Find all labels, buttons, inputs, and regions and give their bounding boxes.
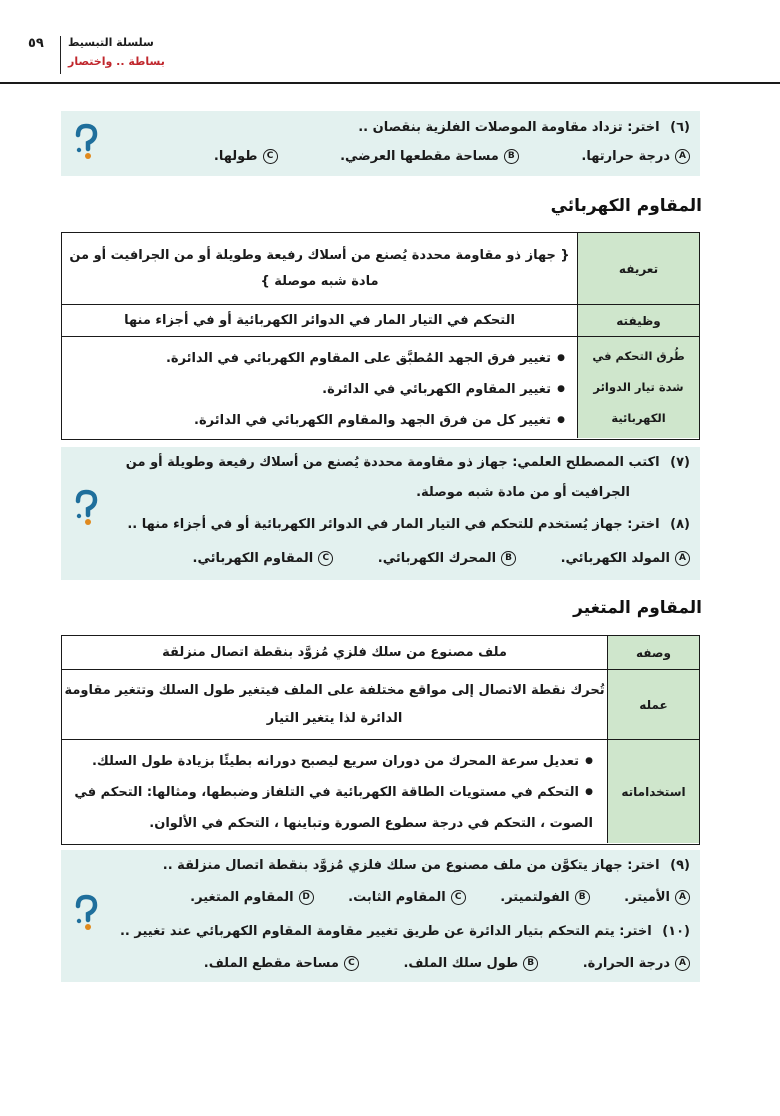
option-text: المحرك الكهربائي. — [377, 551, 497, 566]
q9-text: اختر: جهاز يتكوَّن من ملف مصنوع من سلك فلزي مُزوَّد بنقطة اتصال منزلقة .. — [162, 858, 660, 873]
question-icon — [71, 489, 101, 529]
q6-options — [214, 149, 690, 164]
option-text: طولها. — [213, 149, 258, 164]
q9-option-a[interactable] — [624, 890, 690, 905]
series-title-block — [68, 36, 165, 68]
option-letter-c: C — [263, 149, 278, 164]
option-letter-a: A — [675, 551, 690, 566]
q6-option-a[interactable] — [581, 149, 690, 164]
option-text: مساحة مقطع الملف. — [203, 956, 339, 971]
page-number: ٥٩ — [28, 36, 44, 51]
option-letter-c: C — [344, 956, 359, 971]
q10-option-c[interactable] — [204, 956, 359, 971]
table-row-operation — [62, 670, 699, 740]
label-line-2: شدة تيار الدوائر — [593, 380, 684, 394]
option-text: مساحة مقطعها العرضي. — [340, 149, 499, 164]
row-content-control-methods — [62, 337, 577, 438]
q6-number: (٦) — [670, 120, 690, 135]
option-letter-a: A — [675, 890, 690, 905]
q10-option-a[interactable] — [583, 956, 690, 971]
row-label-uses: استخداماته — [607, 740, 699, 843]
question-box-q9-q10 — [61, 850, 700, 982]
q8-options — [193, 551, 690, 566]
table-row-control-methods — [62, 337, 699, 438]
definition-line-1: { جهاز ذو مقاومة محددة يُصنع من أسلاك رفيعة وطويلة أو من الجرافيت أو من — [69, 247, 570, 263]
q9-option-d[interactable] — [190, 890, 313, 905]
option-text: المقاوم الكهربائي. — [192, 551, 314, 566]
q6-option-c[interactable] — [214, 149, 278, 164]
option-text: الأميتر. — [624, 890, 670, 905]
q8-option-c[interactable] — [193, 551, 334, 566]
q6-text: اختر: تزداد مقاومة الموصلات الفلزية بنقصان .. — [358, 120, 660, 135]
label-line-3: الكهربائية — [611, 411, 666, 425]
option-text: درجة حرارتها. — [581, 149, 670, 164]
question-icon — [71, 123, 101, 163]
q7-line-2: الجرافيت أو من مادة شبه موصلة. — [416, 485, 630, 500]
variable-resistor-table — [61, 635, 700, 845]
row-content-uses — [62, 740, 607, 843]
operation-line-2: الدائرة لذا يتغير التيار — [266, 710, 403, 726]
question-box-q7-q8 — [61, 447, 700, 580]
bullet-item: ● تغيير فرق الجهد المُطبَّق على المقاوم الكهربائي في الدائرة. — [62, 343, 565, 374]
table-row-description — [62, 636, 699, 670]
row-label-description: وصفه — [607, 636, 699, 669]
option-text: المولد الكهربائي. — [560, 551, 670, 566]
option-letter-b: B — [501, 551, 516, 566]
section-title-resistor: المقاوم الكهربائي — [550, 196, 702, 216]
option-letter-a: A — [675, 149, 690, 164]
q8-prompt — [127, 517, 690, 532]
question-box-q6 — [61, 111, 700, 176]
q10-option-b[interactable] — [403, 956, 538, 971]
row-content-function — [62, 305, 577, 336]
question-icon — [71, 894, 101, 934]
row-content-description — [62, 636, 607, 669]
q6-option-b[interactable] — [340, 149, 519, 164]
q10-prompt — [120, 924, 690, 939]
q9-number: (٩) — [670, 858, 690, 873]
series-subtitle: بساطة .. واختصار — [68, 55, 165, 68]
option-letter-b: B — [575, 890, 590, 905]
q9-options — [190, 890, 690, 905]
q10-number: (١٠) — [662, 924, 690, 939]
bullet-continuation: الصوت ، التحكم في درجة سطوع الصورة وتباينها ، التحكم في الألوان. — [149, 816, 593, 831]
operation-line-1: تُحرك نقطة الاتصال إلى مواقع مختلفة على الملف فيتغير طول السلك وتتغير مقاومة — [64, 682, 605, 698]
option-text: طول سلك الملف. — [403, 956, 519, 971]
resistor-table — [61, 232, 700, 440]
option-text: المقاوم المتغير. — [190, 890, 294, 905]
function-text: التحكم في التيار المار في الدوائر الكهربائية أو في أجزاء منها — [124, 313, 515, 328]
q7-line-1 — [126, 455, 690, 470]
row-label-control-methods — [577, 337, 699, 438]
row-label-function: وظيفته — [577, 305, 699, 336]
q7-text: اكتب المصطلح العلمي: جهاز ذو مقاومة محددة يُصنع من أسلاك رفيعة وطويلة أو من — [125, 455, 660, 470]
option-text: الفولتميتر. — [500, 890, 570, 905]
table-row-function — [62, 305, 699, 337]
option-letter-d: D — [299, 890, 314, 905]
q9-prompt — [163, 858, 690, 873]
option-letter-b: B — [523, 956, 538, 971]
option-letter-a: A — [675, 956, 690, 971]
option-letter-c: C — [318, 551, 333, 566]
q7-number: (٧) — [670, 455, 690, 470]
q6-prompt — [358, 120, 690, 135]
q8-option-b[interactable] — [378, 551, 516, 566]
q9-option-c[interactable] — [348, 890, 466, 905]
series-title: سلسلة التبسيط — [68, 36, 154, 49]
header-rule — [0, 82, 780, 84]
q10-options — [204, 956, 690, 971]
option-text: درجة الحرارة. — [582, 956, 670, 971]
q10-text: اختر: يتم التحكم بتيار الدائرة عن طريق تغيير مقاومة المقاوم الكهربائي عند تغيير .. — [119, 924, 652, 939]
row-content-operation — [62, 670, 607, 739]
option-letter-c: C — [451, 890, 466, 905]
section-title-variable-resistor: المقاوم المتغير — [573, 598, 702, 618]
bullet-item: ● تعديل سرعة المحرك من دوران سريع ليصبح دورانه بطيئًا بزيادة طول السلك. — [62, 746, 593, 777]
table-row-uses — [62, 740, 699, 843]
table-row-definition — [62, 233, 699, 305]
q9-option-b[interactable] — [500, 890, 589, 905]
definition-line-2: مادة شبه موصلة } — [260, 273, 379, 289]
header-separator — [60, 36, 61, 74]
q8-text: اختر: جهاز يُستخدم للتحكم في التيار المار في الدوائر الكهربائية أو في أجزاء منها .. — [127, 517, 660, 532]
bullet-item: ● التحكم في مستويات الطاقة الكهربائية في التلفاز وضبطها، ومثالها: التحكم في — [62, 777, 593, 808]
row-content-definition — [62, 233, 577, 304]
bullet-item: ● تغيير كل من فرق الجهد والمقاوم الكهربائي في الدائرة. — [62, 405, 565, 436]
q8-number: (٨) — [670, 517, 690, 532]
row-label-definition: تعريفه — [577, 233, 699, 304]
q8-option-a[interactable] — [561, 551, 690, 566]
option-text: المقاوم الثابت. — [348, 890, 446, 905]
row-label-operation: عمله — [607, 670, 699, 739]
description-text: ملف مصنوع من سلك فلزي مُزوَّد بنقطة اتصال منزلقة — [162, 645, 507, 660]
label-line-1: طُرق التحكم في — [592, 349, 685, 363]
option-letter-b: B — [504, 149, 519, 164]
bullet-item: ● تغيير المقاوم الكهربائي في الدائرة. — [62, 374, 565, 405]
